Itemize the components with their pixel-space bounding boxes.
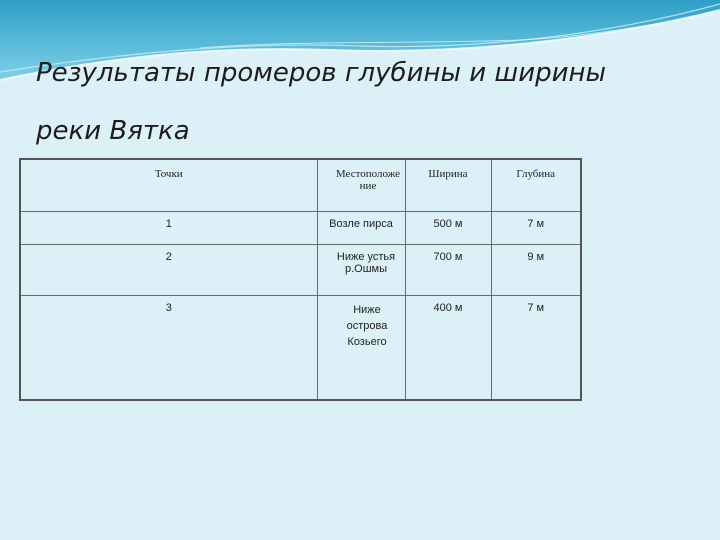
table-cell: 400 м	[405, 295, 491, 400]
header-cell: Ширина	[405, 159, 491, 211]
table-cell: 3	[20, 295, 317, 400]
table-cell: 2	[20, 244, 317, 295]
header-cell: Точки	[20, 159, 317, 211]
table-cell: 1	[20, 211, 317, 244]
title-line-1: Результаты промеров глубины и ширины	[36, 58, 607, 88]
table-cell: 700 м	[405, 244, 491, 295]
slide-title	[36, 44, 696, 160]
table-cell: Возле пирса	[317, 211, 405, 244]
table-cell: 7 м	[491, 295, 581, 400]
table-cell: 7 м	[491, 211, 581, 244]
table-row	[20, 295, 581, 400]
header-cell: Глубина	[491, 159, 581, 211]
table-cell: Ниже острова Козьего	[317, 295, 405, 400]
table-row	[20, 244, 581, 295]
table-cell: 500 м	[405, 211, 491, 244]
table-cell: Ниже устья р.Ошмы	[317, 244, 405, 295]
measurements-table	[19, 158, 582, 401]
header-cell: Местоположе ние	[317, 159, 405, 211]
table-header-row	[20, 159, 581, 211]
title-line-2: реки Вятка	[36, 116, 190, 146]
table-row	[20, 211, 581, 244]
table-cell: 9 м	[491, 244, 581, 295]
